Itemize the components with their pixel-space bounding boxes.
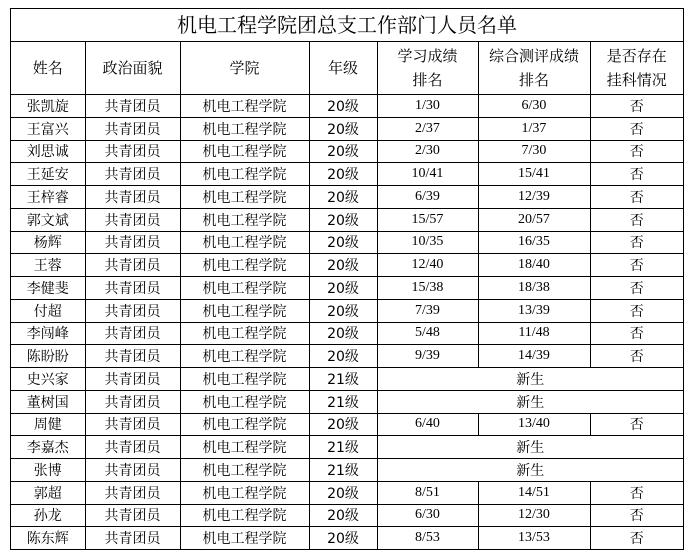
cell-politics: 共青团员 — [85, 95, 180, 118]
cell-failed: 否 — [590, 481, 683, 504]
cell-failed: 否 — [590, 277, 683, 300]
cell-politics: 共青团员 — [85, 390, 180, 413]
cell-college: 机电工程学院 — [180, 504, 309, 527]
cell-name: 付超 — [11, 299, 85, 322]
cell-study-rank: 1/30 — [377, 95, 478, 118]
cell-name: 王富兴 — [11, 117, 85, 140]
page-title: 机电工程学院团总支工作部门人员名单 — [11, 9, 683, 42]
cell-politics: 共青团员 — [85, 117, 180, 140]
cell-study-rank: 10/41 — [377, 163, 478, 186]
cell-college: 机电工程学院 — [180, 299, 309, 322]
cell-politics: 共青团员 — [85, 163, 180, 186]
header-failed — [590, 42, 683, 95]
cell-study-rank: 2/37 — [377, 117, 478, 140]
cell-study-rank: 12/40 — [377, 254, 478, 277]
table-row — [11, 277, 683, 300]
cell-college: 机电工程学院 — [180, 208, 309, 231]
header-study-rank-line2: 排名 — [412, 71, 443, 89]
cell-college: 机电工程学院 — [180, 186, 309, 209]
cell-overall-rank: 12/39 — [478, 186, 590, 209]
roster-sheet — [10, 8, 684, 550]
cell-failed: 否 — [590, 254, 683, 277]
cell-politics: 共青团员 — [85, 459, 180, 482]
cell-name: 王蓉 — [11, 254, 85, 277]
cell-grade: 20级 — [309, 231, 377, 254]
cell-failed: 否 — [590, 140, 683, 163]
cell-name: 陈东辉 — [11, 527, 85, 549]
cell-grade: 21级 — [309, 368, 377, 391]
header-study-rank — [377, 42, 478, 95]
cell-failed: 否 — [590, 413, 683, 436]
cell-college: 机电工程学院 — [180, 527, 309, 549]
cell-politics: 共青团员 — [85, 140, 180, 163]
cell-grade: 20级 — [309, 208, 377, 231]
cell-failed: 否 — [590, 186, 683, 209]
cell-grade: 20级 — [309, 254, 377, 277]
cell-name: 李闯峰 — [11, 322, 85, 345]
cell-college: 机电工程学院 — [180, 345, 309, 368]
cell-freshman-merged: 新生 — [377, 459, 683, 482]
cell-freshman-merged: 新生 — [377, 390, 683, 413]
cell-study-rank: 15/57 — [377, 208, 478, 231]
table-row — [11, 231, 683, 254]
cell-overall-rank: 7/30 — [478, 140, 590, 163]
header-politics: 政治面貌 — [85, 42, 180, 95]
cell-study-rank: 8/53 — [377, 527, 478, 549]
cell-name: 周健 — [11, 413, 85, 436]
cell-grade: 21级 — [309, 436, 377, 459]
cell-overall-rank: 14/51 — [478, 481, 590, 504]
header-failed-line1: 是否存在 — [606, 47, 667, 65]
cell-failed: 否 — [590, 504, 683, 527]
cell-overall-rank: 13/53 — [478, 527, 590, 549]
cell-name: 陈盼盼 — [11, 345, 85, 368]
cell-study-rank: 6/40 — [377, 413, 478, 436]
cell-study-rank: 6/39 — [377, 186, 478, 209]
cell-politics: 共青团员 — [85, 322, 180, 345]
table-row — [11, 459, 683, 482]
cell-politics: 共青团员 — [85, 436, 180, 459]
cell-politics: 共青团员 — [85, 527, 180, 549]
cell-study-rank: 15/38 — [377, 277, 478, 300]
cell-grade: 21级 — [309, 459, 377, 482]
table-row — [11, 299, 683, 322]
cell-study-rank: 2/30 — [377, 140, 478, 163]
cell-name: 张凯旋 — [11, 95, 85, 118]
cell-failed: 否 — [590, 163, 683, 186]
header-study-rank-line1: 学习成绩 — [397, 47, 458, 65]
cell-name: 董树国 — [11, 390, 85, 413]
table-row — [11, 504, 683, 527]
cell-name: 李健斐 — [11, 277, 85, 300]
cell-grade: 20级 — [309, 140, 377, 163]
cell-failed: 否 — [590, 117, 683, 140]
cell-grade: 20级 — [309, 345, 377, 368]
cell-politics: 共青团员 — [85, 413, 180, 436]
cell-grade: 20级 — [309, 413, 377, 436]
cell-study-rank: 6/30 — [377, 504, 478, 527]
table-row — [11, 117, 683, 140]
table-row — [11, 140, 683, 163]
cell-politics: 共青团员 — [85, 481, 180, 504]
table-row — [11, 208, 683, 231]
header-row — [11, 42, 683, 95]
cell-failed: 否 — [590, 208, 683, 231]
cell-politics: 共青团员 — [85, 345, 180, 368]
cell-grade: 20级 — [309, 186, 377, 209]
cell-politics: 共青团员 — [85, 504, 180, 527]
cell-college: 机电工程学院 — [180, 459, 309, 482]
header-failed-line2: 挂科情况 — [606, 71, 667, 89]
cell-failed: 否 — [590, 322, 683, 345]
cell-politics: 共青团员 — [85, 254, 180, 277]
cell-name: 王梓睿 — [11, 186, 85, 209]
cell-college: 机电工程学院 — [180, 254, 309, 277]
cell-overall-rank: 1/37 — [478, 117, 590, 140]
table-row — [11, 163, 683, 186]
cell-name: 刘思诚 — [11, 140, 85, 163]
cell-college: 机电工程学院 — [180, 390, 309, 413]
cell-overall-rank: 18/40 — [478, 254, 590, 277]
cell-name: 史兴家 — [11, 368, 85, 391]
roster-table — [11, 42, 683, 549]
cell-name: 郭超 — [11, 481, 85, 504]
cell-grade: 20级 — [309, 277, 377, 300]
cell-college: 机电工程学院 — [180, 95, 309, 118]
cell-freshman-merged: 新生 — [377, 436, 683, 459]
cell-grade: 20级 — [309, 163, 377, 186]
cell-politics: 共青团员 — [85, 368, 180, 391]
table-row — [11, 345, 683, 368]
cell-overall-rank: 12/30 — [478, 504, 590, 527]
cell-college: 机电工程学院 — [180, 231, 309, 254]
cell-overall-rank: 15/41 — [478, 163, 590, 186]
table-row — [11, 368, 683, 391]
cell-failed: 否 — [590, 345, 683, 368]
cell-failed: 否 — [590, 231, 683, 254]
cell-study-rank: 9/39 — [377, 345, 478, 368]
cell-study-rank: 10/35 — [377, 231, 478, 254]
cell-name: 李嘉杰 — [11, 436, 85, 459]
cell-politics: 共青团员 — [85, 208, 180, 231]
table-row — [11, 527, 683, 549]
header-overall-rank-line1: 综合测评成绩 — [488, 47, 579, 65]
cell-college: 机电工程学院 — [180, 117, 309, 140]
cell-name: 郭文斌 — [11, 208, 85, 231]
table-row — [11, 390, 683, 413]
cell-overall-rank: 13/39 — [478, 299, 590, 322]
cell-name: 孙龙 — [11, 504, 85, 527]
table-row — [11, 322, 683, 345]
cell-grade: 20级 — [309, 95, 377, 118]
cell-grade: 20级 — [309, 322, 377, 345]
cell-college: 机电工程学院 — [180, 413, 309, 436]
cell-grade: 20级 — [309, 299, 377, 322]
header-overall-rank — [478, 42, 590, 95]
cell-study-rank: 8/51 — [377, 481, 478, 504]
cell-name: 王延安 — [11, 163, 85, 186]
cell-grade: 21级 — [309, 390, 377, 413]
header-grade: 年级 — [309, 42, 377, 95]
header-college: 学院 — [180, 42, 309, 95]
cell-politics: 共青团员 — [85, 299, 180, 322]
cell-grade: 20级 — [309, 527, 377, 549]
cell-freshman-merged: 新生 — [377, 368, 683, 391]
cell-college: 机电工程学院 — [180, 368, 309, 391]
cell-college: 机电工程学院 — [180, 481, 309, 504]
table-row — [11, 481, 683, 504]
table-row — [11, 95, 683, 118]
cell-college: 机电工程学院 — [180, 163, 309, 186]
header-overall-rank-line2: 排名 — [518, 71, 549, 89]
cell-overall-rank: 20/57 — [478, 208, 590, 231]
cell-overall-rank: 11/48 — [478, 322, 590, 345]
table-row — [11, 413, 683, 436]
cell-politics: 共青团员 — [85, 231, 180, 254]
cell-overall-rank: 6/30 — [478, 95, 590, 118]
cell-grade: 20级 — [309, 504, 377, 527]
table-row — [11, 436, 683, 459]
cell-overall-rank: 18/38 — [478, 277, 590, 300]
cell-college: 机电工程学院 — [180, 322, 309, 345]
cell-failed: 否 — [590, 527, 683, 549]
cell-college: 机电工程学院 — [180, 140, 309, 163]
cell-grade: 20级 — [309, 117, 377, 140]
table-body — [11, 95, 683, 550]
cell-politics: 共青团员 — [85, 186, 180, 209]
cell-grade: 20级 — [309, 481, 377, 504]
table-row — [11, 254, 683, 277]
cell-overall-rank: 13/40 — [478, 413, 590, 436]
cell-name: 张博 — [11, 459, 85, 482]
cell-failed: 否 — [590, 95, 683, 118]
cell-overall-rank: 16/35 — [478, 231, 590, 254]
cell-politics: 共青团员 — [85, 277, 180, 300]
cell-failed: 否 — [590, 299, 683, 322]
header-name: 姓名 — [11, 42, 85, 95]
cell-overall-rank: 14/39 — [478, 345, 590, 368]
cell-college: 机电工程学院 — [180, 436, 309, 459]
cell-name: 杨辉 — [11, 231, 85, 254]
cell-study-rank: 7/39 — [377, 299, 478, 322]
table-row — [11, 186, 683, 209]
cell-study-rank: 5/48 — [377, 322, 478, 345]
cell-college: 机电工程学院 — [180, 277, 309, 300]
